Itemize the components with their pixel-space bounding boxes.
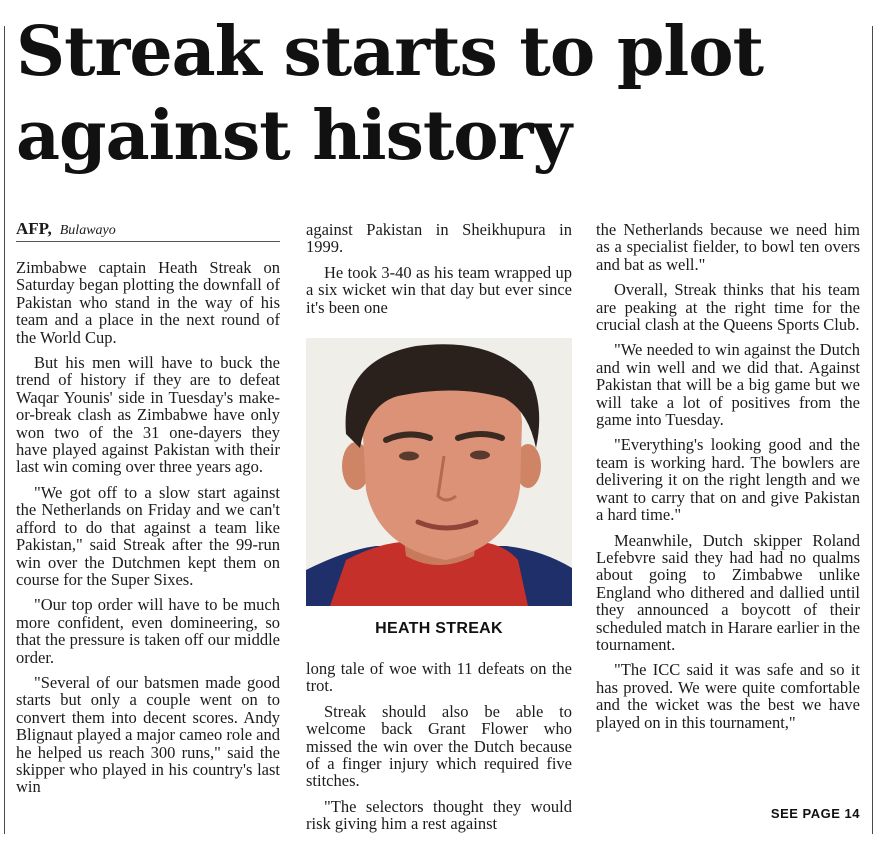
photo-caption: HEATH STREAK <box>375 620 503 637</box>
continuation-reference: SEE PAGE 14 <box>770 806 860 821</box>
paragraph: Streak should also be able to welcome back Grant Flower who missed the win over the Dutch because of a finger injury which required five stitches. <box>306 701 572 791</box>
paragraph: "We needed to win against the Dutch and win well and we did that. Against Pakistan that will be a big game but we will take a lot of positives from the game into Tuesday. <box>596 340 860 430</box>
paragraph: long tale of woe with 11 defeats on the trot. <box>306 659 572 696</box>
paragraph: "The selectors thought they would risk giving him a rest against <box>306 796 572 834</box>
player-photo <box>306 338 572 606</box>
paragraph: "Everything's looking good and the team is working hard. The bowlers are delivering it on the right length and we want to carry that on and give Pakistan a hard time." <box>596 435 860 525</box>
paragraph: the Netherlands because we need him as a specialist fielder, to bowl ten overs and bat as well." <box>596 220 860 274</box>
column-rule-left <box>4 26 5 834</box>
article-column-2-bottom <box>306 660 572 841</box>
headline: Streak starts to plot against history <box>16 12 763 176</box>
paragraph: "Several of our batsmen made good starts but only a couple went on to convert them into decent scores. Andy Blignaut played a major cameo role and he helped us reach 300 runs," said the skipper who played in his country's last win <box>16 672 280 797</box>
article-column-2-top <box>306 221 572 324</box>
byline-location: Bulawayo <box>59 223 116 238</box>
paragraph: He took 3-40 as his team wrapped up a six wicket win that day but ever since it's been one <box>306 262 572 317</box>
paragraph: against Pakistan in Sheikhupura in 1999. <box>306 220 572 257</box>
paragraph: "The ICC said it was safe and so it has proved. We were quite comfortable and the wicket was the best we have played on in this tournament," <box>596 660 860 732</box>
paragraph: Meanwhile, Dutch skipper Roland Lefebvre said they had had no qualms about going to Zimbabwe unlike England who dithered and dallied until they announced a boycott of their scheduled match in Harare earlier in the tournament. <box>596 530 860 654</box>
paragraph: But his men will have to buck the trend of history if they are to defeat Waqar Younis' side in Tuesday's make-or-break clash as Zimbabwe have only won two of the 31 one-dayers they have played against Pakistan with their last win coming over three years ago. <box>16 353 280 477</box>
byline-agency: AFP, <box>16 219 52 238</box>
article-column-3 <box>596 221 860 739</box>
column-rule-right <box>872 26 873 834</box>
paragraph: Zimbabwe captain Heath Streak on Saturday began plotting the downfall of Pakistan who stand in the way of his team and a place in the next round of the World Cup. <box>16 258 280 347</box>
paragraph: Overall, Streak thinks that his team are peaking at the right time for the crucial clash at the Queens Sports Club. <box>596 280 860 335</box>
byline <box>16 219 280 242</box>
article-column-1 <box>16 259 280 804</box>
paragraph: "Our top order will have to be much more confident, even domineering, so that the pressure is taken off our middle order. <box>16 595 280 667</box>
paragraph: "We got off to a slow start against the Netherlands on Friday and we can't afford to do that against a team like Pakistan," said Streak after the 99-run win over the Dutchmen kept them on course for the Super Sixes. <box>16 482 280 589</box>
